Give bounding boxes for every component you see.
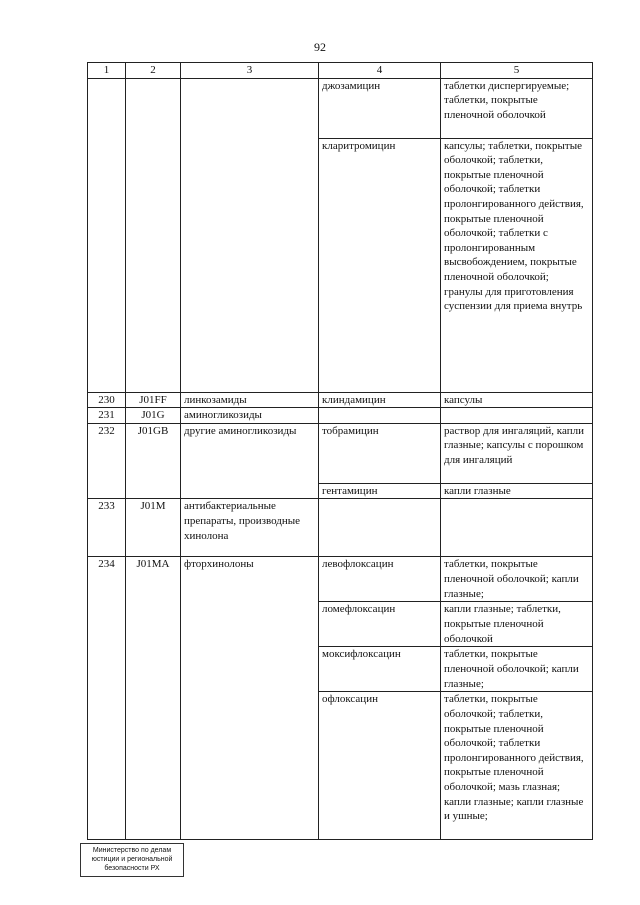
num-cell: 233 [88, 499, 126, 557]
forms-cell: капли глазные [441, 483, 593, 499]
column-header: 4 [319, 63, 441, 79]
stamp-line: Министерство по делам [92, 847, 172, 854]
table-row [88, 392, 593, 408]
stamp-line: безопасности РХ [104, 865, 160, 872]
header-row [88, 63, 593, 79]
drug-cell: левофлоксацин [319, 557, 441, 602]
table-row [88, 423, 593, 483]
forms-cell: таблетки, покрытые оболочкой; таблетки, покрытые пленочной оболочкой; таблетки пролонгированного действия, покрытые пленочной оболочкой; мазь глазная; капли глазные; капли глазные и ушные; [441, 692, 593, 840]
num-cell [88, 78, 126, 392]
column-header: 1 [88, 63, 126, 79]
num-cell: 232 [88, 423, 126, 499]
drug-cell: гентамицин [319, 483, 441, 499]
forms-cell: таблетки, покрытые пленочной оболочкой; капли глазные; [441, 647, 593, 692]
forms-cell: капсулы; таблетки, покрытые оболочкой; таблетки, покрытые пленочной оболочкой; таблетки пролонгированного действия, покрытые пленочной оболочкой; таблетки с пролонгированным высвобождением, покрытые пленочной оболочкой; гранулы для приготовления суспензии для приема внутрь [441, 138, 593, 392]
code-cell: J01G [126, 408, 181, 424]
drug-cell: тобрамицин [319, 423, 441, 483]
group-cell: аминогликозиды [181, 408, 319, 424]
code-cell [126, 78, 181, 392]
table-row [88, 557, 593, 602]
forms-cell: капсулы [441, 392, 593, 408]
table-row [88, 499, 593, 557]
forms-cell [441, 499, 593, 557]
medicines-table [87, 62, 593, 840]
drug-cell: моксифлоксацин [319, 647, 441, 692]
group-cell [181, 78, 319, 392]
group-cell: антибактериальные препараты, производные хинолона [181, 499, 319, 557]
forms-cell [441, 408, 593, 424]
forms-cell: таблетки, покрытые пленочной оболочкой; капли глазные; [441, 557, 593, 602]
num-cell: 231 [88, 408, 126, 424]
table-row [88, 78, 593, 138]
column-header: 3 [181, 63, 319, 79]
code-cell: J01M [126, 499, 181, 557]
drug-cell: офлоксацин [319, 692, 441, 840]
drug-cell: кларитромицин [319, 138, 441, 392]
code-cell: J01MA [126, 557, 181, 840]
drug-cell: ломефлоксацин [319, 602, 441, 647]
forms-cell: таблетки диспергируемые; таблетки, покрытые пленочной оболочкой [441, 78, 593, 138]
drug-cell: клиндамицин [319, 392, 441, 408]
drug-cell [319, 499, 441, 557]
code-cell: J01FF [126, 392, 181, 408]
stamp-line: юстиции и региональной [91, 856, 173, 863]
drug-cell: джозамицин [319, 78, 441, 138]
num-cell: 234 [88, 557, 126, 840]
group-cell: фторхинолоны [181, 557, 319, 840]
drug-cell [319, 408, 441, 424]
page-number: 92 [314, 40, 326, 54]
table-row [88, 408, 593, 424]
column-header: 5 [441, 63, 593, 79]
num-cell: 230 [88, 392, 126, 408]
group-cell: другие аминогликозиды [181, 423, 319, 499]
group-cell: линкозамиды [181, 392, 319, 408]
forms-cell: капли глазные; таблетки, покрытые пленочной оболочкой [441, 602, 593, 647]
code-cell: J01GB [126, 423, 181, 499]
ministry-stamp [80, 843, 184, 877]
column-header: 2 [126, 63, 181, 79]
forms-cell: раствор для ингаляций, капли глазные; капсулы с порошком для ингаляций [441, 423, 593, 483]
